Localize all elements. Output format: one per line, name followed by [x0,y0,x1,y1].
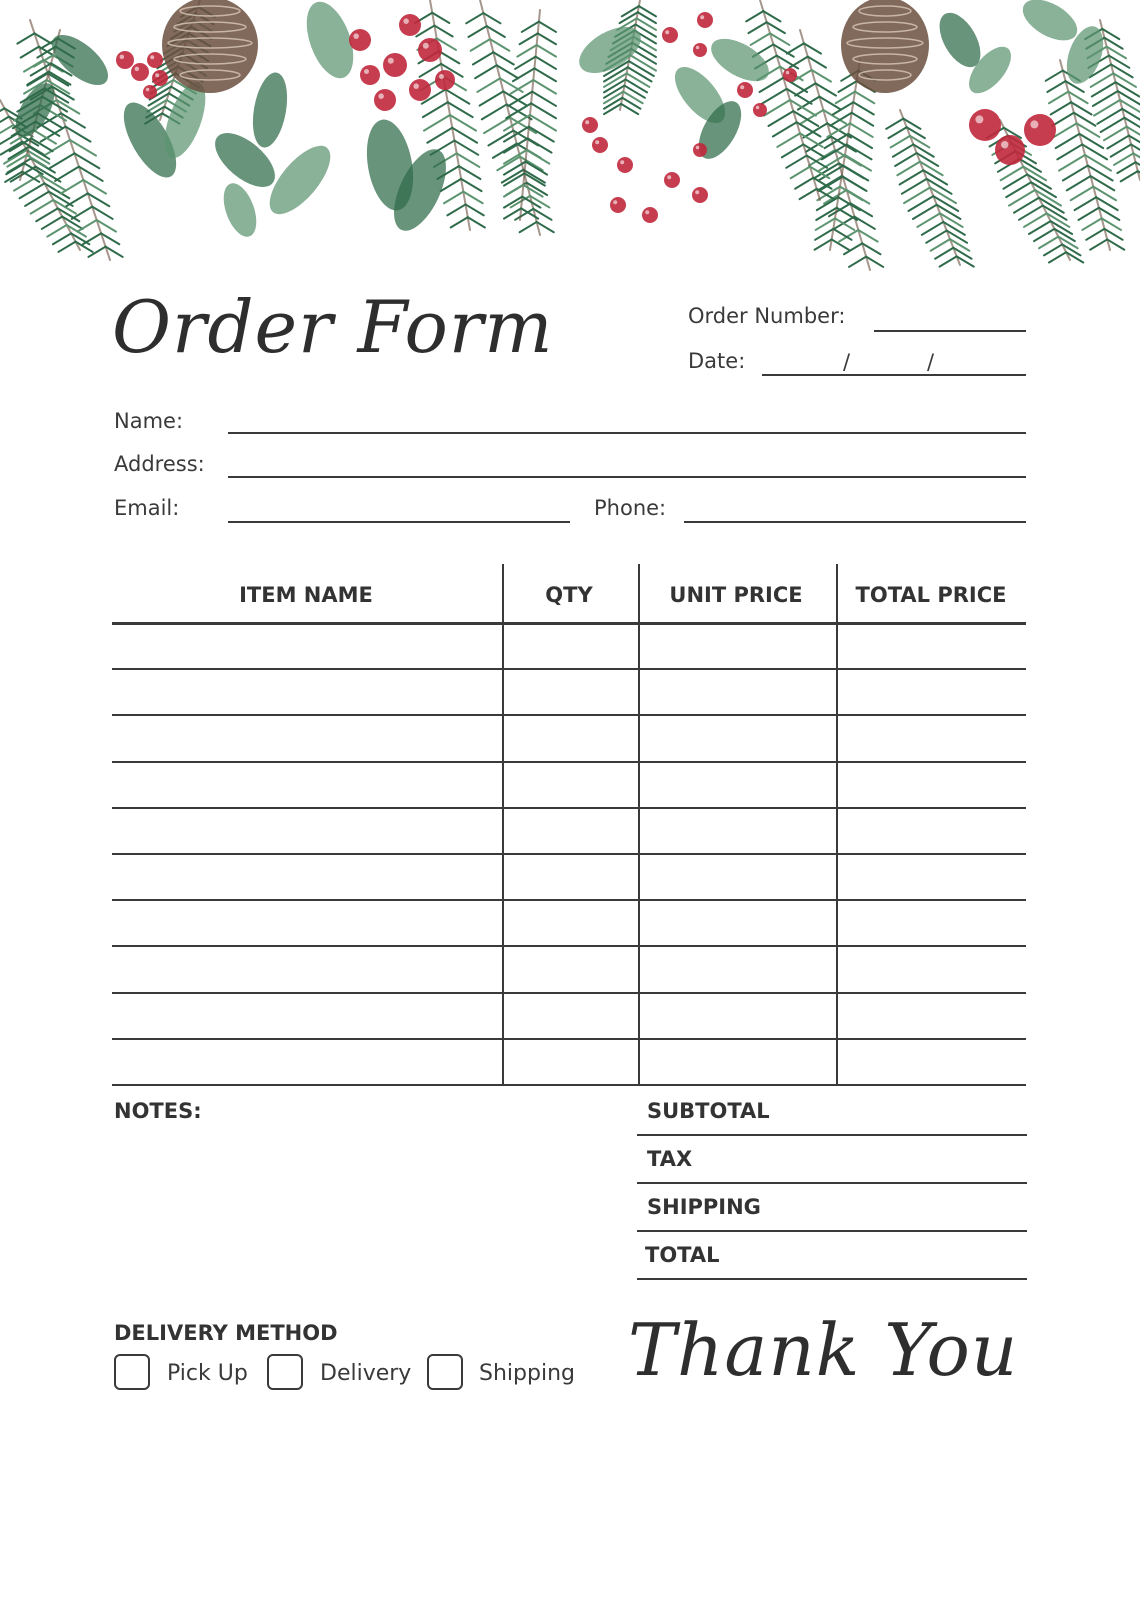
table-cell[interactable] [506,855,634,900]
berry-highlight [975,115,983,123]
pine-needle [795,83,815,95]
pine-needle [515,57,535,69]
pine-needle [473,52,493,64]
pine-needle [1044,244,1062,255]
pine-needle [497,157,520,171]
date-field[interactable] [762,374,1026,376]
pine-needle [468,26,486,37]
pine-needle [795,178,813,189]
pine-needle [446,89,470,103]
berry [693,43,707,57]
pine-needle [816,218,835,230]
pine-needle [940,256,957,266]
pine-needle [484,118,510,134]
date-label: Date: [688,349,746,373]
pine-needle [0,108,4,118]
pine-needle [468,217,485,227]
pine-needle [604,92,623,104]
pine-needle [849,257,866,267]
table-cell[interactable] [642,670,832,715]
pine-needle [1052,113,1074,126]
berry [969,109,1001,141]
berry-highlight [645,210,649,214]
berry-highlight [120,55,125,60]
pine-needle [21,47,39,58]
pine-needle [1049,252,1066,262]
pine-needle [824,190,847,204]
pine-needle [439,51,459,63]
pine-needle [888,127,906,138]
pine-needle [626,79,648,92]
pine-needle [623,92,642,104]
address-field[interactable] [228,476,1026,478]
pine-needle [539,22,556,32]
pine-needle [1046,71,1063,81]
table-cell[interactable] [116,1040,498,1085]
pine-needle [746,11,763,21]
pine-needle [17,33,34,43]
berry [152,70,168,86]
berry-highlight [700,15,704,19]
berry [1024,114,1056,146]
pine-needle [773,122,797,136]
berry-highlight [696,146,700,150]
notes-label: NOTES: [114,1099,202,1123]
berry [409,79,431,101]
table-cell[interactable] [116,901,498,946]
pine-needle [891,136,910,148]
name-label: Name: [114,409,184,433]
table-column-divider [638,564,640,1084]
tax-label: TAX [647,1147,693,1171]
pine-needle [31,200,54,214]
pine-needle [782,144,804,157]
pine-needle [1121,171,1138,181]
pine-needle [50,153,75,168]
berry [783,68,797,82]
pine-needle [423,102,448,117]
tax-field[interactable] [637,1182,1027,1184]
pine-needle [1057,144,1082,159]
phone-field[interactable] [684,521,1026,523]
pine-needle [751,33,770,45]
pine-needle [1063,166,1088,181]
pine-needle [1059,155,1085,171]
pine-needle [1071,187,1094,201]
berry-highlight [439,74,444,79]
berry [147,52,163,68]
pine-needle [815,239,832,249]
pine-needle [537,45,556,57]
pine-needle [461,179,481,191]
pick-up-option-label: Pick Up [167,1361,248,1386]
pine-needle [528,138,552,152]
berry-highlight [665,30,669,34]
table-cell[interactable] [840,994,1022,1039]
pine-needle [451,217,468,227]
berry-highlight [786,71,790,75]
pine-needle [1117,162,1135,173]
table-cell[interactable] [116,624,498,669]
pine-needle [513,68,535,81]
table-cell[interactable] [642,1040,832,1085]
shipping-label: SHIPPING [647,1195,761,1219]
berry-highlight [756,106,760,110]
pine-needle [53,233,71,244]
table-cell[interactable] [840,670,1022,715]
table-cell[interactable] [116,994,498,1039]
berry [435,70,455,90]
berry-highlight [667,175,671,179]
page-title: Order Form [112,285,554,369]
berry [664,172,680,188]
table-cell[interactable] [116,947,498,992]
pine-needle [931,239,950,251]
berry [693,143,707,157]
table-cell[interactable] [506,947,634,992]
pine-needle [522,22,539,32]
notes-area[interactable] [114,1130,614,1280]
leaf [704,30,775,90]
table-cell[interactable] [642,994,832,1039]
pine-needle [0,117,9,128]
pine-needle [786,156,806,168]
pine-needle [630,55,656,71]
pine-needle [840,187,863,201]
berry-highlight [150,55,154,59]
pine-needle [529,127,554,142]
berry-highlight [696,46,700,50]
table-cell[interactable] [506,763,634,808]
berry [617,157,633,173]
pine-needle [815,229,833,240]
pine-needle [55,167,79,181]
pine-needle [1086,229,1104,240]
berry [692,187,708,203]
pine-needle [886,119,903,129]
pine-needle [534,68,556,81]
table-cell[interactable] [840,624,1022,669]
berry-highlight [1001,141,1009,149]
pine-needle [768,111,793,126]
table-cell[interactable] [840,855,1022,900]
table-cell[interactable] [506,670,634,715]
leaf [248,70,293,150]
pine-needle [531,103,556,118]
pine-needle [800,189,817,199]
berry [374,89,396,111]
pine-needle [463,192,482,204]
delivery-option-label: Delivery [320,1361,412,1386]
berry-highlight [403,18,409,24]
table-cell[interactable] [642,809,832,854]
delivery-method-label: DELIVERY METHOD [114,1321,338,1345]
berry [116,51,134,69]
table-column-divider [836,564,838,1084]
pine-needle [748,22,766,33]
total-field[interactable] [637,1278,1027,1280]
pine-needle [504,150,527,164]
berry-highlight [388,58,394,64]
table-cell[interactable] [506,1040,634,1085]
pine-needle [447,204,465,215]
berry-highlight [1030,120,1038,128]
pine-needle [922,222,944,235]
berry-highlight [353,33,359,39]
pine-needle [833,229,851,240]
table-cell[interactable] [642,716,832,761]
pine-needle [1047,81,1065,92]
subtotal-field[interactable] [637,1134,1027,1136]
pine-needle [1034,229,1054,241]
email-field[interactable] [228,521,570,523]
berry-highlight [620,160,624,164]
pine-needle [1090,239,1107,249]
berry [642,207,658,223]
berry-highlight [364,69,369,74]
berry [995,135,1025,165]
pine-needle [893,144,913,156]
pine-needle [536,57,556,69]
table-cell[interactable] [506,624,634,669]
berry [143,85,157,99]
pine-needle [1107,136,1129,149]
pine-needle [791,167,810,179]
pine-needle [457,153,480,167]
berry-highlight [740,85,744,89]
pine-needle [532,92,556,106]
pine-needle [1075,197,1097,210]
pine-needle [36,208,58,221]
shipping-field[interactable] [637,1230,1027,1232]
table-cell[interactable] [642,855,832,900]
pine-needle [480,91,504,105]
pine-needle [935,248,953,259]
pine-needle [83,233,101,244]
address-label: Address: [114,452,205,476]
pine-needle [1082,218,1101,230]
order-number-field[interactable] [874,330,1026,332]
table-cell[interactable] [506,809,634,854]
berry [349,29,371,51]
berry-highlight [595,140,599,144]
column-header-unit-price: UNIT PRICE [669,583,803,607]
pine-needle [471,39,490,51]
pine-needle [0,133,18,145]
delivery-checkbox[interactable] [267,1354,303,1390]
berry [360,65,380,85]
pine-needle [0,125,13,137]
column-header-qty: QTY [545,583,593,607]
pine-needle [1114,153,1133,165]
berry [610,197,626,213]
berry [737,82,753,98]
berry-highlight [695,190,699,194]
pick-up-checkbox[interactable] [114,1354,150,1390]
pine-needle [434,26,452,37]
table-cell[interactable] [840,716,1022,761]
pine-needle [432,13,449,23]
pine-needle [855,92,874,104]
pine-needle [850,123,873,137]
table-cell[interactable] [642,901,832,946]
pine-needle [61,180,84,194]
table-cell[interactable] [840,1040,1022,1085]
table-cell[interactable] [840,763,1022,808]
pine-needle [533,80,556,94]
berry [582,117,598,133]
pine-needle [66,193,88,206]
pine-needle [42,217,62,229]
pine-needle [459,166,481,179]
pine-needle [77,220,96,232]
berry [592,137,608,153]
berry [697,12,713,28]
pine-needle [520,222,537,232]
pine-needle [624,86,644,98]
pine-needle [482,104,507,119]
pine-needle [466,13,483,23]
table-cell[interactable] [116,670,498,715]
berry-highlight [585,120,589,124]
pine-needle [530,115,556,131]
pine-needle [637,18,656,30]
pine-needle [762,89,787,104]
christmas-garland-illustration [0,0,1140,285]
subtotal-label: SUBTOTAL [647,1099,770,1123]
pine-needle [628,67,652,81]
table-cell[interactable] [642,947,832,992]
pine-needle [838,81,856,92]
phone-label: Phone: [594,496,667,520]
date-separator-1: / [843,350,851,374]
pine-needle [835,218,854,230]
pine-needle [493,144,517,158]
pine-needle [1067,176,1091,190]
pine-needle [852,113,874,126]
pine-needle [47,225,66,237]
pine-needle [1054,123,1077,137]
total-label: TOTAL [645,1243,720,1267]
pine-needle [627,73,650,87]
table-cell[interactable] [506,901,634,946]
column-header-item-name: ITEM NAME [239,583,373,607]
thank-you-message: Thank You [628,1308,1019,1392]
pine-needle [604,104,621,114]
berry-highlight [378,93,384,99]
pine-needle [454,141,478,155]
pine-needle [427,128,452,143]
pine-needle [444,192,463,204]
pine-needle [504,185,523,197]
table-column-divider [502,564,504,1084]
berry-highlight [423,43,429,49]
pine-needle [1111,144,1131,156]
order-items-table [112,578,1026,1084]
pine-needle [477,78,500,92]
pine-needle [620,12,638,23]
pine-needle [517,45,536,57]
pine-needle [629,61,654,76]
pine-needle [538,33,556,44]
pine-needle [604,98,622,109]
berry-highlight [146,88,150,92]
pine-needle [424,115,450,131]
berry-highlight [155,73,159,77]
berry-highlight [413,83,419,89]
shipping-checkbox[interactable] [427,1354,463,1390]
pine-needle [764,100,790,116]
email-label: Email: [114,496,180,520]
berry [753,103,767,117]
pine-needle [1049,92,1068,104]
pine-needle [777,133,800,147]
pine-needle [1051,102,1071,114]
table-cell[interactable] [840,809,1022,854]
table-cell[interactable] [116,716,498,761]
berry [418,38,442,62]
pine-needle [839,230,858,242]
name-field[interactable] [228,432,1026,434]
table-cell[interactable] [642,624,832,669]
pine-needle [848,134,872,148]
berry [399,14,421,36]
pine-needle [520,33,538,44]
table-cell[interactable] [642,763,832,808]
order-number-label: Order Number: [688,304,846,328]
pine-needle [895,153,917,166]
table-cell[interactable] [116,809,498,854]
pine-needle [466,204,484,215]
berry [662,27,678,43]
table-cell[interactable] [116,763,498,808]
berry-highlight [613,200,617,204]
table-cell[interactable] [840,947,1022,992]
pine-needle [926,231,946,243]
pine-needle [1039,237,1058,249]
pine-needle [58,242,75,252]
pine-needle [1078,208,1098,220]
berry [383,53,407,77]
berry-highlight [135,67,140,72]
table-cell[interactable] [506,994,634,1039]
table-cell[interactable] [506,716,634,761]
pine-needle [836,92,855,104]
berry [131,63,149,81]
pine-needle [853,102,873,114]
pine-needle [1056,134,1080,148]
column-header-total-price: TOTAL PRICE [855,583,1007,607]
leaf [217,179,262,241]
shipping-option-label: Shipping [479,1361,575,1386]
table-cell[interactable] [116,855,498,900]
pine-needle [760,78,784,92]
table-cell[interactable] [840,901,1022,946]
pine-needle [475,65,497,78]
date-separator-2: / [927,350,935,374]
